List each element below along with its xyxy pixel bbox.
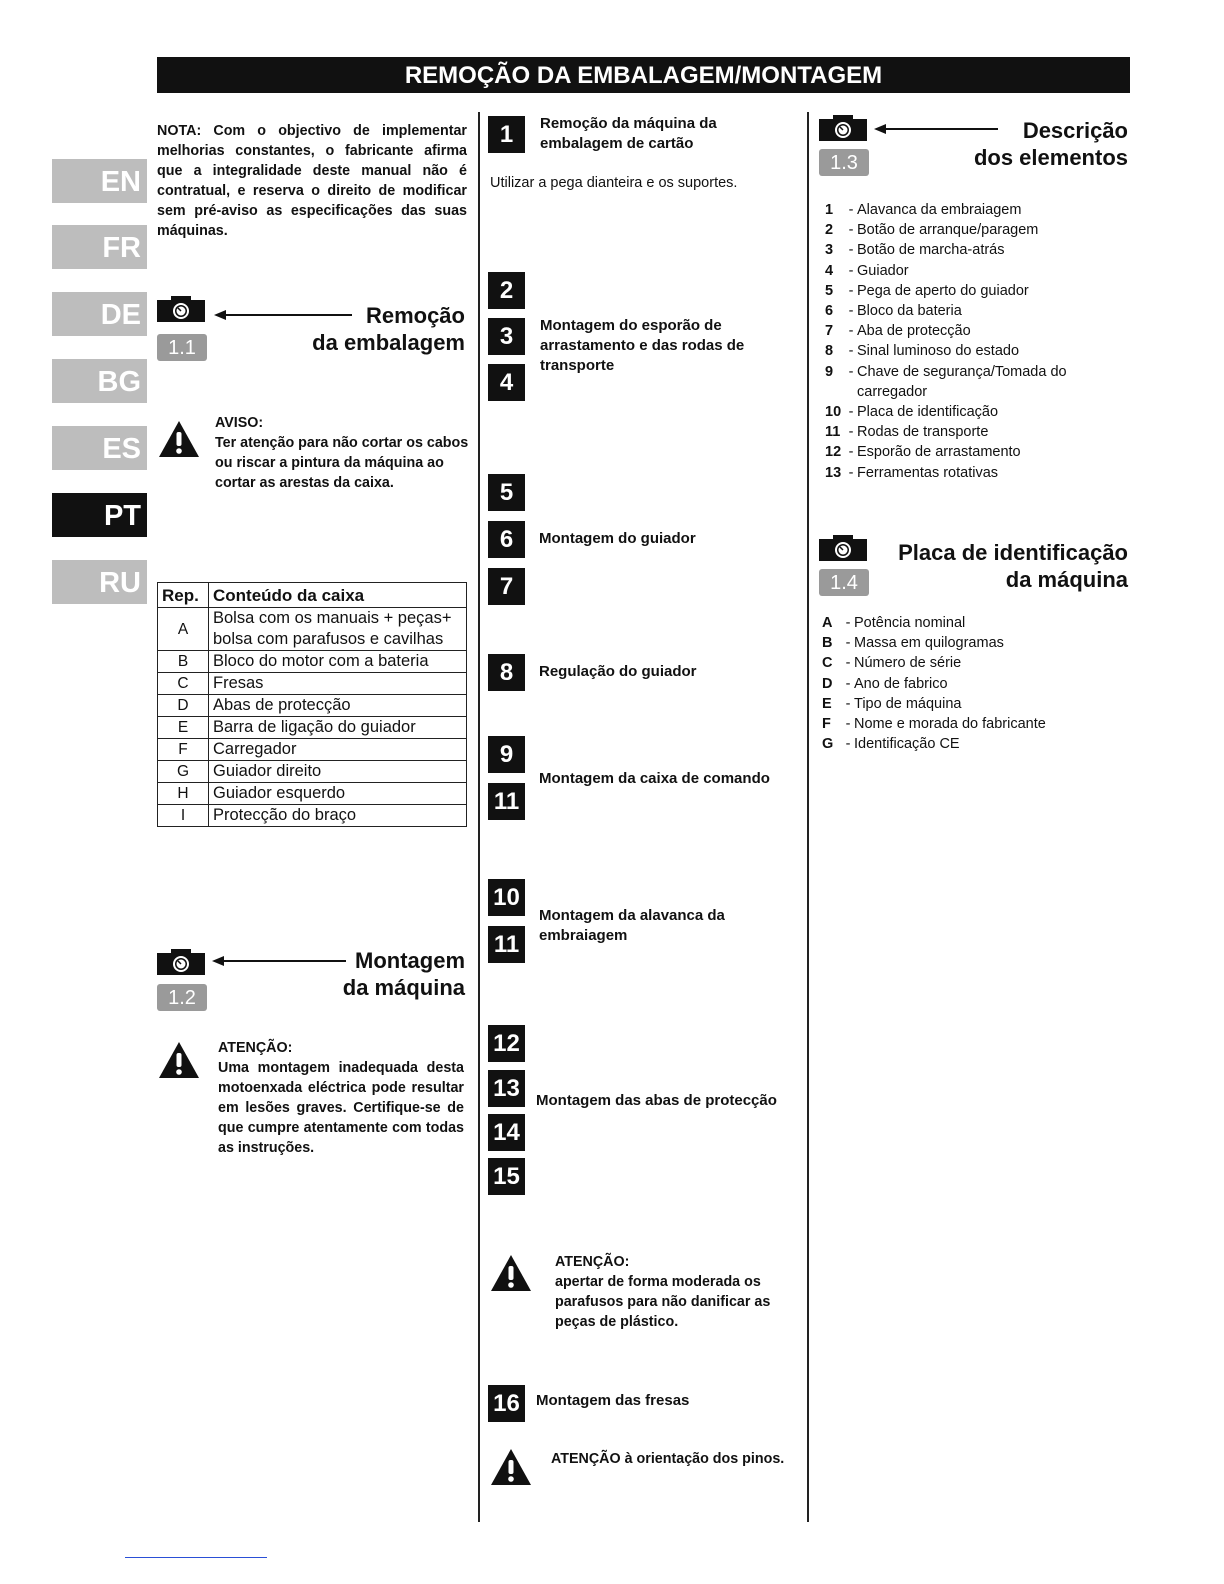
step-number: 15	[488, 1158, 525, 1195]
lang-tab-bg[interactable]: BG	[52, 359, 147, 403]
step-title: Regulação do guiador	[539, 663, 697, 680]
table-row: I Protecção do braço	[158, 805, 467, 827]
list-item: G - Identificação CE	[822, 736, 960, 753]
step-title: Remoção da máquina da embalagem de cartão	[540, 115, 717, 152]
lang-tab-ru[interactable]: RU	[52, 560, 147, 604]
camera-icon	[157, 296, 205, 322]
step-number: 9	[488, 736, 525, 773]
lang-tab-pt[interactable]: PT	[52, 493, 147, 537]
warning-atencao-montagem: ATENÇÃO: Uma montagem inadequada desta motoenxada eléctrica pode resultar em lesões graves. Certifique-se de que cumpre atentamente com todas as instruções.	[218, 1040, 464, 1156]
table-header: Conteúdo da caixa	[209, 583, 467, 608]
page-title: REMOÇÃO DA EMBALAGEM/MONTAGEM	[157, 57, 1130, 93]
step-number: 3	[488, 318, 525, 355]
camera-icon	[157, 949, 205, 975]
step-number: 12	[488, 1025, 525, 1062]
step-title: Montagem da caixa de comando	[539, 770, 770, 787]
lang-tab-fr[interactable]: FR	[52, 225, 147, 269]
step-number: 1	[488, 116, 525, 153]
list-item: F - Nome e morada do fabricante	[822, 716, 1046, 733]
warning-icon	[158, 420, 200, 458]
step-number: 14	[488, 1114, 525, 1151]
list-item: C - Número de série	[822, 655, 962, 672]
table-row: H Guiador esquerdo	[158, 783, 467, 805]
section-title-1-4: Placa de identificação da máquina	[898, 540, 1128, 592]
step-number: 16	[488, 1385, 525, 1422]
list-item: 12 - Esporão de arrastamento	[825, 444, 1021, 461]
camera-icon	[819, 115, 867, 141]
camera-icon	[819, 535, 867, 561]
column-divider	[478, 112, 480, 1522]
list-item: 10 - Placa de identificação	[825, 404, 999, 421]
table-row: A Bolsa com os manuais + peças+ bolsa com parafusos e cavilhas	[158, 608, 467, 651]
disclaimer-note: NOTA: Com o objectivo de implementar melhorias constantes, o fabricante afirma que a integralidade deste manual não é contratual, e reserva o direito de modificar sem pré-aviso as especificações das suas máquinas.	[157, 123, 467, 239]
elements-list	[825, 200, 1120, 483]
table-row: C Fresas	[158, 673, 467, 695]
table-header: Rep.	[158, 583, 209, 608]
list-item: 11 - Rodas de transporte	[825, 424, 989, 441]
step-number: 5	[488, 474, 525, 511]
lang-tab-en[interactable]: EN	[52, 159, 147, 203]
list-item: B - Massa em quilogramas	[822, 635, 1004, 652]
warning-icon	[158, 1041, 200, 1079]
list-item: 6 - Bloco da bateria	[825, 303, 962, 320]
step-title: Montagem da alavanca da embraiagem	[539, 907, 725, 944]
table-row: G Guiador direito	[158, 761, 467, 783]
lang-tab-de[interactable]: DE	[52, 292, 147, 336]
warning-atencao-parafusos: ATENÇÃO: apertar de forma moderada os parafusos para não danificar as peças de plástico.	[555, 1254, 771, 1330]
table-row: F Carregador	[158, 739, 467, 761]
list-item: A - Potência nominal	[822, 615, 966, 631]
warning-aviso: AVISO: Ter atenção para não cortar os cabos ou riscar a pintura da máquina ao cortar as arestas da caixa.	[215, 415, 469, 491]
list-item: 1 - Alavanca da embraiagem	[825, 202, 1022, 218]
section-title-1-3: Descrição dos elementos	[973, 118, 1128, 170]
step-title: Montagem do esporão de arrastamento e das rodas de transporte	[540, 317, 745, 374]
list-item: 4 - Guiador	[825, 262, 909, 279]
figure-ref-badge: 1.1	[157, 334, 207, 361]
figure-ref-badge: 1.4	[819, 569, 869, 596]
table-header-row	[158, 583, 467, 608]
warning-icon	[490, 1254, 532, 1292]
lang-tab-es[interactable]: ES	[52, 426, 147, 470]
list-item: 7 - Aba de protecção	[825, 323, 971, 340]
column-divider	[807, 112, 809, 1522]
identification-plate-list	[822, 613, 1117, 754]
list-item: 5 - Pega de aperto do guiador	[825, 282, 1029, 299]
warning-icon	[490, 1448, 532, 1486]
step-number: 10	[488, 879, 525, 916]
table-row: E Barra de ligação do guiador	[158, 717, 467, 739]
list-item: 8 - Sinal luminoso do estado	[825, 343, 1020, 360]
figure-ref-badge: 1.2	[157, 984, 207, 1011]
footer-rule	[125, 1557, 267, 1558]
step-title: Montagem do guiador	[539, 530, 696, 547]
step-title: Montagem das abas de protecção	[536, 1092, 777, 1109]
step-number: 6	[488, 521, 525, 558]
list-item: 13 - Ferramentas rotativas	[825, 464, 999, 481]
list-item: 2 - Botão de arranque/paragem	[825, 222, 1039, 239]
figure-ref-badge: 1.3	[819, 149, 869, 176]
step-title: Montagem das fresas	[536, 1392, 690, 1409]
step-number: 11	[488, 783, 525, 820]
box-contents-table	[157, 582, 467, 827]
step-number: 13	[488, 1070, 525, 1107]
warning-atencao-pinos: ATENÇÃO à orientação dos pinos.	[551, 1451, 785, 1467]
step-number: 4	[488, 364, 525, 401]
list-item: D - Ano de fabrico	[822, 675, 948, 692]
table-row: B Bloco do motor com a bateria	[158, 651, 467, 673]
section-title-1-1: Remoção da embalagem	[312, 303, 465, 355]
list-item: E - Tipo de máquina	[822, 695, 962, 712]
step-number: 7	[488, 568, 525, 605]
step-number: 8	[488, 654, 525, 691]
table-row: D Abas de protecção	[158, 695, 467, 717]
list-item: 9 - Chave de segurança/Tomada do carregador	[825, 363, 1067, 400]
list-item: 3 - Botão de marcha-atrás	[825, 242, 1005, 259]
step-instruction: Utilizar a pega dianteira e os suportes.	[490, 175, 738, 191]
step-number: 2	[488, 272, 525, 309]
step-number: 11	[488, 926, 525, 963]
section-title-1-2: Montagem da máquina	[342, 948, 465, 1000]
